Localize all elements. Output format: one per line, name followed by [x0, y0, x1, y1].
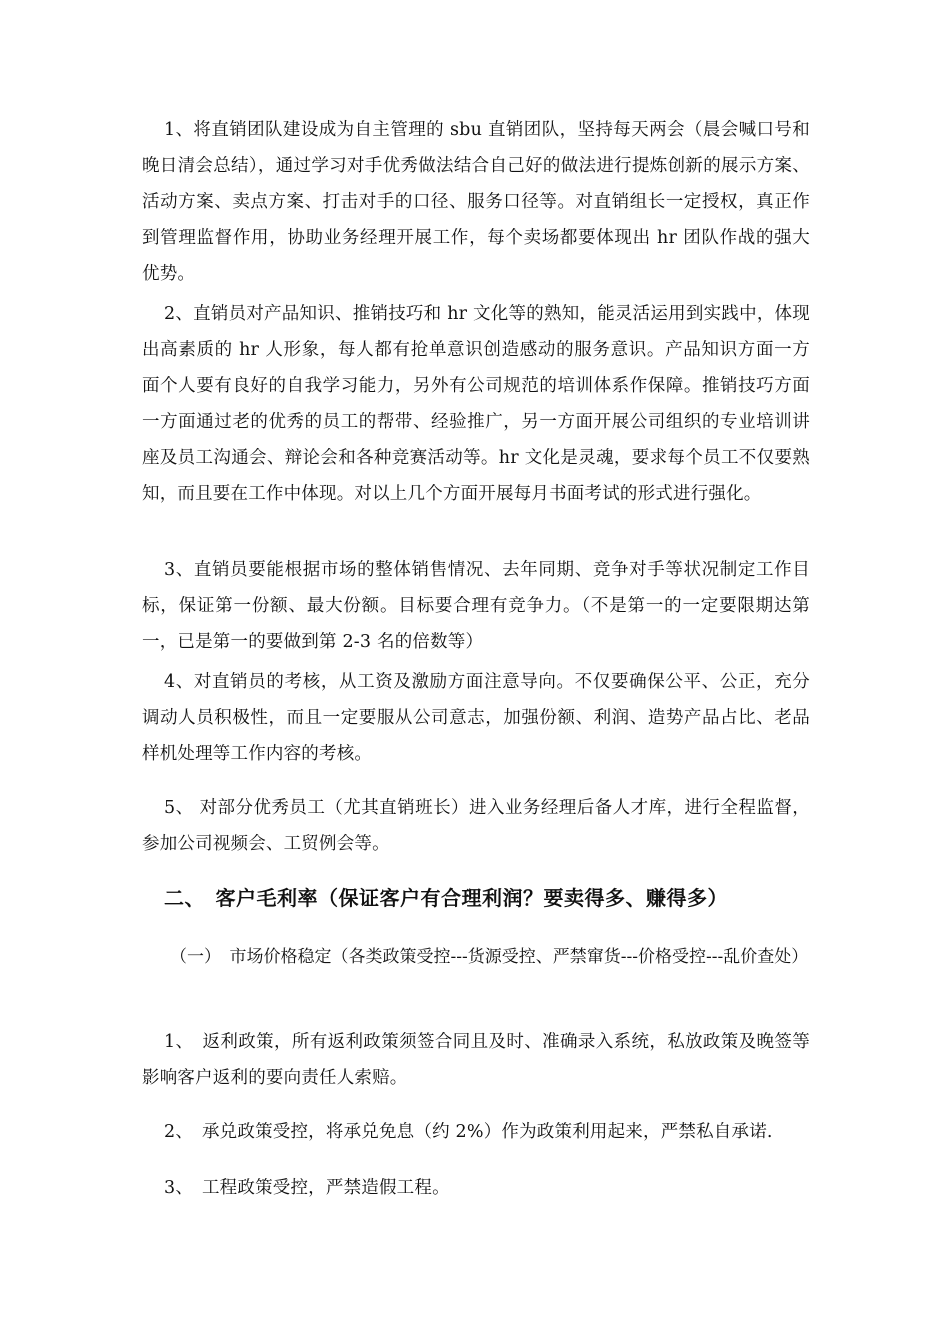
list-item: 1、 返利政策，所有返利政策须签合同且及时、准确录入系统，私放政策及晚签等影响客户返利的要向责任人索赔。: [142, 1032, 810, 1088]
paragraph-3: 3、直销员要能根据市场的整体销售情况、去年同期、竞争对手等状况制定工作目标，保证第一份额、最大份额。目标要合理有竞争力。（不是第一的一定要限期达第一，已是第一的要做到第 2-3 名的倍数等）: [142, 560, 810, 652]
paragraph-2: 2、直销员对产品知识、推销技巧和 hr 文化等的熟知，能灵活运用到实践中，体现出高素质的 hr 人形象，每人都有抢单意识创造感动的服务意识。产品知识方面一方面个人要有良好的自我学习能力，另外有公司规范的培训体系作保障。推销技巧方面一方面通过老的优秀的员工的帮带、经验推广，另一方面开展公司组织的专业培训讲座及员工沟通会、辩论会和各种竞赛活动等。hr 文化是灵魂，要求每个员工不仅要熟知，而且要在工作中体现。对以上几个方面开展每月书面考试的形式进行强化。: [142, 304, 810, 504]
list-item: 3、 工程政策受控，严禁造假工程。: [164, 1178, 450, 1198]
paragraph-4: 4、对直销员的考核，从工资及激励方面注意导向。不仅要确保公平、公正，充分调动人员积极性，而且一定要服从公司意志，加强份额、利润、造势产品占比、老品样机处理等工作内容的考核。: [142, 672, 810, 764]
list-item: 2、 承兑政策受控，将承兑免息（约 2%）作为政策利用起来，严禁私自承诺.: [164, 1122, 773, 1142]
subsection-heading: （一） 市场价格稳定（各类政策受控---货源受控、严禁窜货---价格受控---乱价查处）: [170, 947, 809, 967]
section-heading: 二、 客户毛利率（保证客户有合理利润？要卖得多、赚得多）: [164, 886, 728, 910]
paragraph-1: 1、将直销团队建设成为自主管理的 sbu 直销团队，坚持每天两会（晨会喊口号和晚日清会总结），通过学习对手优秀做法结合自己好的做法进行提炼创新的展示方案、活动方案、卖点方案、打击对手的口径、服务口径等。对直销组长一定授权，真正作到管理监督作用，协助业务经理开展工作，每个卖场都要体现出 hr 团队作战的强大优势。: [142, 120, 810, 284]
paragraph-5: 5、 对部分优秀员工（尤其直销班长）进入业务经理后备人才库，进行全程监督，参加公司视频会、工贸例会等。: [142, 798, 810, 854]
